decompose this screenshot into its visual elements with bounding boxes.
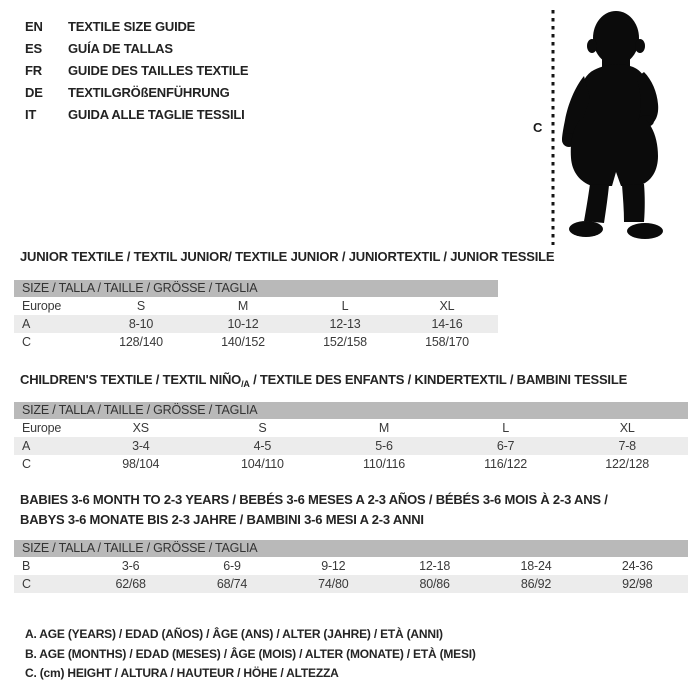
table-row [14, 437, 688, 455]
language-title: TEXTILE SIZE GUIDE [68, 19, 196, 34]
size-header-bar: SIZE / TALLA / TAILLE / GRÖSSE / TAGLIA [14, 402, 688, 419]
table-row [14, 419, 688, 437]
table-cell: XS [132, 421, 149, 435]
table-cell: M [237, 299, 249, 313]
babies-title-line1: BABIES 3-6 MONTH TO 2-3 YEARS / BEBÉS 3-6 MESES A 2-3 AÑOS / BÉBÉS 3-6 MOIS À 2-3 ANS / [20, 492, 608, 507]
table-cell: 110/116 [363, 457, 405, 471]
footnotes [25, 625, 476, 684]
table-cell: 12-18 [419, 559, 451, 573]
table-cell: 14-16 [431, 317, 463, 331]
language-code: EN [25, 19, 43, 34]
language-code: ES [25, 41, 42, 56]
table-cell: 24-36 [621, 559, 653, 573]
table-cell: 18-24 [520, 559, 552, 573]
junior-table-title: JUNIOR TEXTILE / TEXTIL JUNIOR/ TEXTILE JUNIOR / JUNIORTEXTIL / JUNIOR TESSILE [20, 249, 555, 264]
table-cell: 3-6 [121, 559, 140, 573]
table-cell: 122/128 [605, 457, 650, 471]
size-header-bar: SIZE / TALLA / TAILLE / GRÖSSE / TAGLIA [14, 280, 498, 297]
table-cell: 6-7 [496, 439, 515, 453]
language-code: IT [25, 107, 37, 122]
language-row-it [25, 104, 248, 126]
table-cell: L [502, 421, 509, 435]
table-row [14, 455, 688, 473]
table-cell: 80/86 [419, 577, 450, 591]
height-measure-label: C [533, 120, 543, 135]
row-label: B [22, 559, 31, 573]
footnote-c: C. (cm) HEIGHT / ALTURA / HAUTEUR / HÖHE / ALTEZZA [25, 666, 339, 680]
table-cell: 86/92 [520, 577, 552, 591]
table-cell: 68/74 [216, 577, 248, 591]
table-cell: 6-9 [223, 559, 241, 573]
babies-size-table [14, 540, 688, 593]
size-header-bar: SIZE / TALLA / TAILLE / GRÖSSE / TAGLIA [14, 540, 688, 557]
table-cell: S [258, 421, 267, 435]
language-list [25, 16, 248, 126]
language-title: GUÍA DE TALLAS [68, 41, 173, 56]
table-cell: 116/122 [484, 457, 527, 471]
children-title-post: / TEXTILE DES ENFANTS / KINDERTEXTIL / BAMBINI TESSILE [249, 372, 628, 387]
language-code: DE [25, 85, 43, 100]
language-title: GUIDA ALLE TAGLIE TESSILI [68, 107, 245, 122]
table-row [14, 333, 498, 351]
table-cell: XL [439, 299, 455, 313]
table-cell: 12-13 [329, 317, 361, 331]
table-cell: 9-12 [321, 559, 346, 573]
table-cell: 74/80 [318, 577, 349, 591]
children-table-title [20, 372, 627, 389]
row-label: A [22, 439, 31, 453]
junior-size-table [14, 280, 498, 351]
row-label: C [22, 577, 31, 591]
footnote-b: B. AGE (MONTHS) / EDAD (MESES) / ÂGE (MOIS) / ALTER (MONATE) / ETÀ (MESI) [25, 646, 476, 661]
language-row-de [25, 82, 248, 104]
language-row-es [25, 38, 248, 60]
table-row [14, 297, 498, 315]
table-cell: 8-10 [128, 317, 154, 331]
table-cell: 92/98 [622, 577, 653, 591]
language-title: TEXTILGRÖßENFÜHRUNG [68, 85, 230, 100]
language-title: GUIDE DES TAILLES TEXTILE [68, 63, 249, 78]
row-label: Europe [22, 299, 62, 313]
row-label: A [22, 317, 31, 331]
table-cell: L [341, 299, 349, 313]
babies-title-line2: BABYS 3-6 MONATE BIS 2-3 JAHRE / BAMBINI 3-6 MESI A 2-3 ANNI [20, 512, 424, 527]
table-cell: 5-6 [375, 439, 393, 453]
footnote-a: A. AGE (YEARS) / EDAD (AÑOS) / ÂGE (ANS) / ALTER (JAHRE) / ETÀ (ANNI) [25, 627, 443, 641]
table-row [14, 557, 688, 575]
children-size-table [14, 402, 688, 473]
height-measure-dashed-line [551, 10, 555, 245]
row-label: Europe [22, 421, 62, 435]
table-cell: M [378, 421, 390, 435]
table-cell: 10-12 [227, 317, 259, 331]
table-cell: S [136, 299, 146, 313]
row-label: C [22, 335, 31, 349]
table-cell: 104/110 [240, 457, 284, 471]
table-cell: 62/68 [115, 577, 146, 591]
language-row-fr [25, 60, 248, 82]
table-row [14, 575, 688, 593]
table-cell: 152/158 [323, 335, 367, 349]
table-row [14, 315, 498, 333]
language-code: FR [25, 63, 42, 78]
table-cell: 140/152 [221, 335, 265, 349]
children-title-pre: CHILDREN'S TEXTILE / TEXTIL NIÑO [20, 372, 242, 387]
table-cell: 98/104 [122, 457, 160, 471]
table-cell: 4-5 [253, 439, 272, 453]
table-cell: 7-8 [618, 439, 636, 453]
table-cell: 128/140 [119, 335, 163, 349]
babies-table-title [20, 490, 608, 530]
table-cell: 3-4 [132, 439, 150, 453]
toddler-silhouette-icon [560, 8, 666, 244]
language-row-en [25, 16, 248, 38]
table-cell: XL [619, 421, 635, 435]
children-title-subscript: /A [241, 379, 250, 389]
row-label: C [22, 457, 31, 471]
table-cell: 158/170 [425, 335, 469, 349]
